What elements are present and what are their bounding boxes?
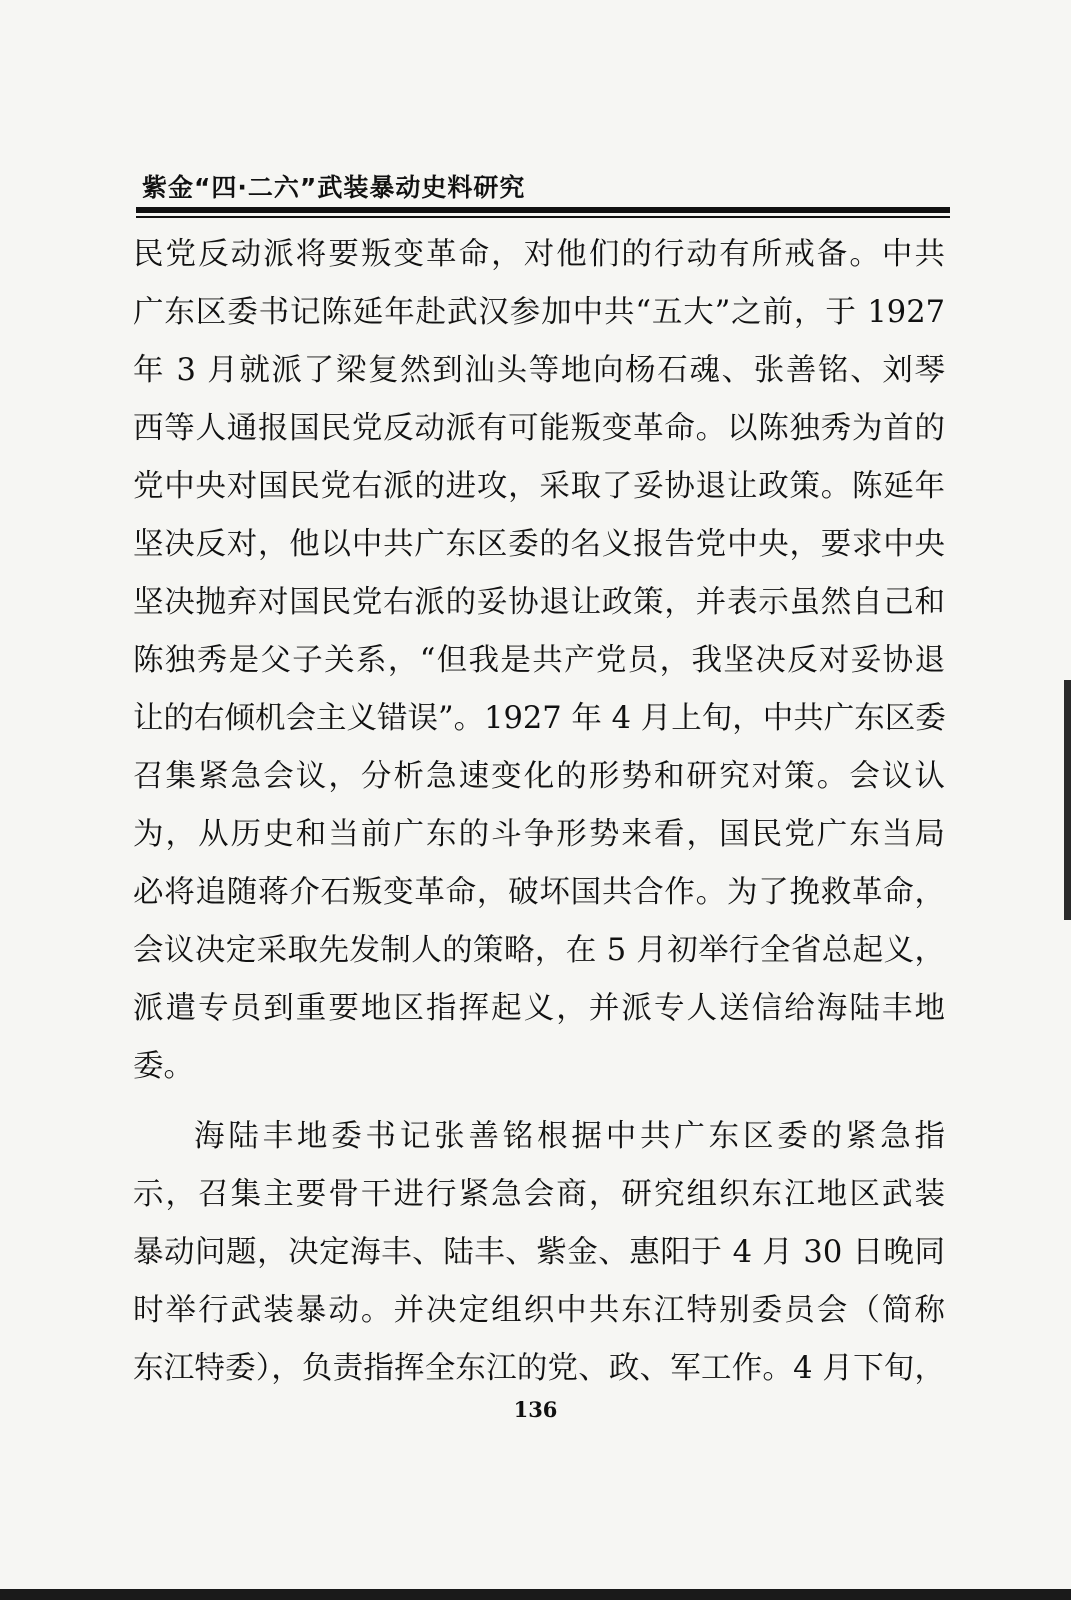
text-line: 广东区委书记陈延年赴武汉参加中共“五大”之前，于 1927 xyxy=(133,295,945,330)
scan-bottom-edge xyxy=(0,1589,1071,1600)
header-rule-thin xyxy=(136,216,950,218)
text-line: 坚决反对，他以中共广东区委的名义报告党中央，要求中央 xyxy=(133,527,945,562)
text-line: 坚决抛弃对国民党右派的妥协退让政策，并表示虽然自己和 xyxy=(133,585,945,620)
text-line: 派遣专员到重要地区指挥起义，并派专人送信给海陆丰地 xyxy=(133,991,945,1026)
page-number: 136 xyxy=(513,1397,558,1422)
text-line: 东江特委），负责指挥全东江的党、政、军工作。4 月下旬， xyxy=(133,1351,945,1386)
text-line: 让的右倾机会主义错误”。1927 年 4 月上旬，中共广东区委 xyxy=(133,701,946,736)
header-rule-thick xyxy=(136,207,950,213)
text-line: 陈独秀是父子关系，“但我是共产党员，我坚决反对妥协退 xyxy=(133,643,945,678)
text-line: 海陆丰地委书记张善铭根据中共广东区委的紧急指 xyxy=(194,1119,945,1154)
text-line: 会议决定采取先发制人的策略，在 5 月初举行全省总起义， xyxy=(133,933,945,968)
text-line: 召集紧急会议，分析急速变化的形势和研究对策。会议认 xyxy=(133,759,945,794)
body-text xyxy=(133,226,945,1398)
text-line: 年 3 月就派了梁复然到汕头等地向杨石魂、张善铭、刘琴 xyxy=(133,353,945,388)
text-line: 示，召集主要骨干进行紧急会商，研究组织东江地区武装 xyxy=(133,1177,945,1212)
text-line: 民党反动派将要叛变革命，对他们的行动有所戒备。中共 xyxy=(133,237,945,272)
text-line: 为，从历史和当前广东的斗争形势来看，国民党广东当局 xyxy=(133,817,945,852)
paragraph-gap xyxy=(133,1096,945,1108)
text-line: 暴动问题，决定海丰、陆丰、紫金、惠阳于 4 月 30 日晚同 xyxy=(133,1235,945,1270)
text-line: 委。 xyxy=(133,1049,194,1084)
text-line: 西等人通报国民党反动派有可能叛变革命。以陈独秀为首的 xyxy=(133,411,945,446)
text-line: 时举行武装暴动。并决定组织中共东江特别委员会（简称 xyxy=(133,1293,945,1328)
scan-right-edge xyxy=(1064,680,1071,920)
text-line: 必将追随蒋介石叛变革命，破坏国共合作。为了挽救革命， xyxy=(133,875,945,910)
running-head-title: 紫金“四·二六”武装暴动史料研究 xyxy=(142,173,526,202)
text-line: 党中央对国民党右派的进攻，采取了妥协退让政策。陈延年 xyxy=(133,469,945,504)
